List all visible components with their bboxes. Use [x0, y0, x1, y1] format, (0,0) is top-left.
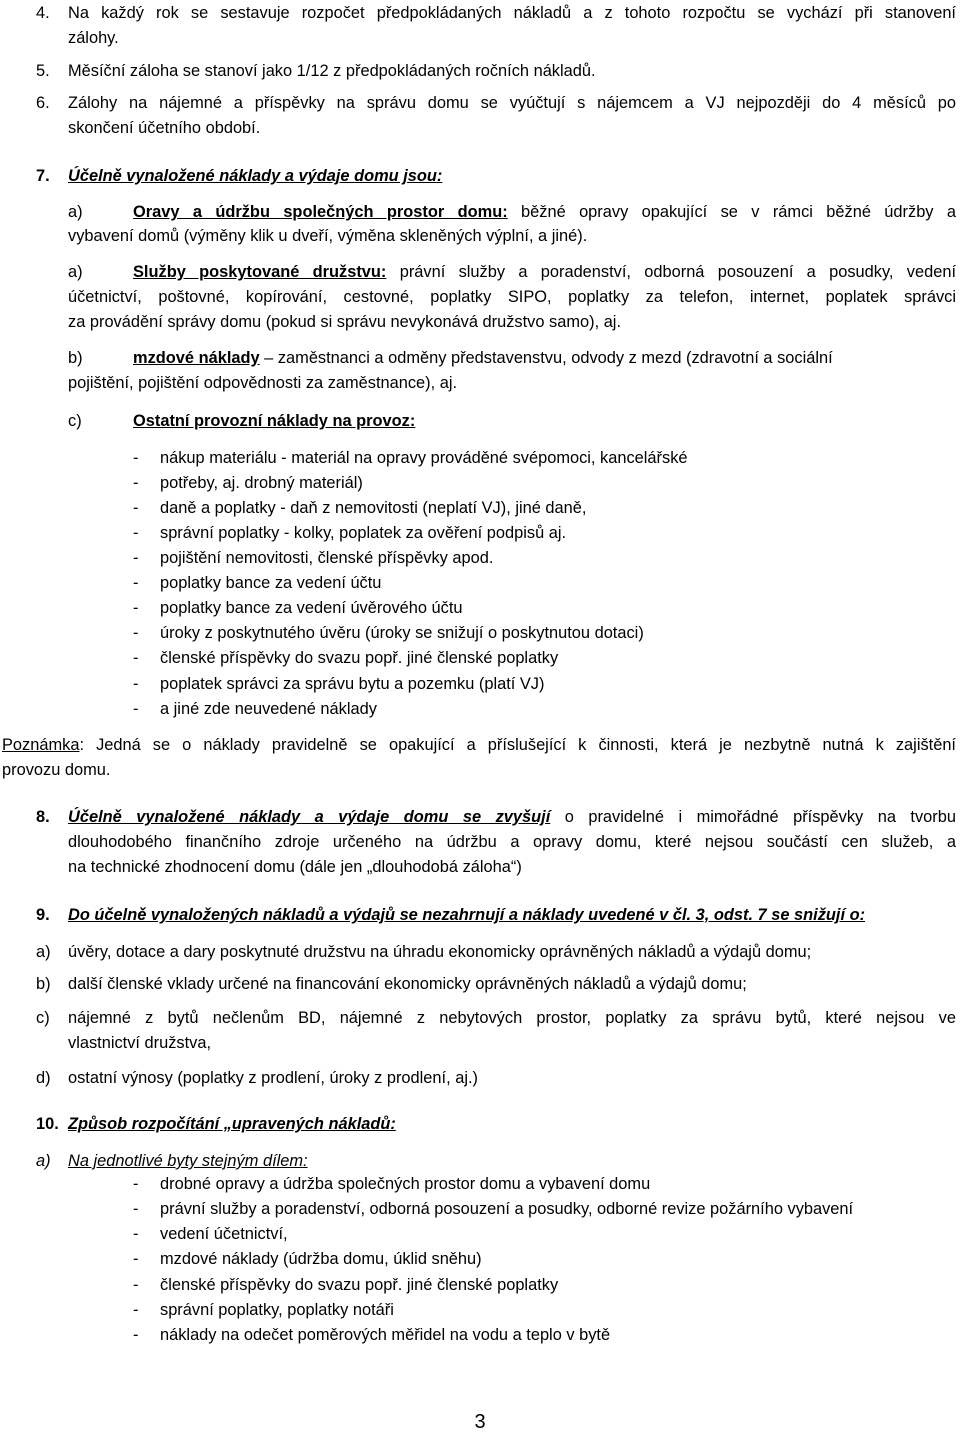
- list-item: právní služby a poradenství, odborná posouzení a posudky, odborné revize požárního vybavení: [160, 1200, 854, 1218]
- section-heading: Do účelně vynaložených nákladů a výdajů se nezahrnují a náklady uvedené v čl. 3, odst. 7 se snižují o:: [68, 906, 866, 924]
- note-text: : Jedná se o náklady pravidelně se opakující a příslušející k činnosti, která je nezbytně nutná k zajištění: [79, 736, 956, 754]
- subsection-title: mzdové náklady: [133, 349, 260, 367]
- list-letter: b): [68, 349, 83, 367]
- item-number: 10.: [36, 1115, 59, 1133]
- list-item: členské příspěvky do svazu popř. jiné členské poplatky: [160, 1276, 559, 1294]
- list-letter: d): [36, 1069, 51, 1087]
- section-heading: Účelně vynaložené náklady a výdaje domu jsou:: [68, 167, 443, 185]
- paragraph-line: úvěry, dotace a dary poskytnuté družstvu na úhradu ekonomicky oprávněných nákladů a výdajů domu;: [68, 943, 812, 961]
- paragraph-line: vlastnictví družstva,: [68, 1034, 212, 1052]
- list-item: vedení účetnictví,: [160, 1225, 288, 1243]
- list-item: a jiné zde neuvedené náklady: [160, 700, 377, 718]
- list-letter: a): [68, 203, 83, 221]
- note-line: [2, 734, 956, 756]
- list-item: úroky z poskytnutého úvěru (úroky se snižují o poskytnutou dotaci): [160, 624, 644, 642]
- paragraph-line: Zálohy na nájemné a příspěvky na správu domu se vyúčtují s nájemcem a VJ nejpozději do 4 měsíců po: [68, 94, 956, 112]
- list-item: pojištění nemovitosti, členské příspěvky apod.: [160, 549, 494, 567]
- paragraph-line: další členské vklady určené na financování ekonomicky oprávněných nákladů a výdajů domu;: [68, 975, 747, 993]
- paragraph-line: nájemné z bytů nečlenům BD, nájemné z nebytových prostor, poplatky za správu bytů, které nejsou ve: [68, 1009, 956, 1027]
- list-letter: a): [68, 263, 83, 281]
- list-item: daně a poplatky - daň z nemovitosti (neplatí VJ), jiné daně,: [160, 499, 587, 517]
- item-number: 4.: [36, 4, 50, 22]
- subsection-title: Služby poskytované družstvu:: [133, 263, 387, 281]
- paragraph-line: [133, 261, 956, 283]
- list-item: poplatek správci za správu bytu a pozemku (platí VJ): [160, 675, 545, 693]
- list-item: správní poplatky - kolky, poplatek za ověření podpisů aj.: [160, 524, 567, 542]
- paragraph-line: za provádění správy domu (pokud si správu nevykonává družstvo samo), aj.: [68, 313, 621, 331]
- paragraph-text: běžné opravy opakující se v rámci běžné údržby a: [507, 203, 956, 221]
- list-item: mzdové náklady (údržba domu, úklid sněhu): [160, 1250, 482, 1268]
- paragraph-text: právní služby a poradenství, odborná posouzení a posudky, vedení: [386, 263, 957, 281]
- paragraph-line: [68, 806, 956, 828]
- item-number: 8.: [36, 808, 50, 826]
- paragraph-line: ostatní výnosy (poplatky z prodlení, úroky z prodlení, aj.): [68, 1069, 478, 1087]
- note-line: provozu domu.: [2, 761, 111, 779]
- paragraph-line: účetnictví, poštovné, kopírování, cestovné, poplatky SIPO, poplatky za telefon, internet, poplatek správci: [68, 288, 956, 306]
- subsection-title: Ostatní provozní náklady na provoz:: [133, 412, 416, 430]
- paragraph-line: Měsíční záloha se stanoví jako 1/12 z předpokládaných ročních nákladů.: [68, 62, 596, 80]
- list-item: poplatky bance za vedení úvěrového účtu: [160, 599, 463, 617]
- subsection-title: Na jednotlivé byty stejným dílem:: [68, 1152, 308, 1170]
- section-heading: Účelně vynaložené náklady a výdaje domu se zvyšují: [68, 808, 551, 826]
- list-item: správní poplatky, poplatky notáři: [160, 1301, 394, 1319]
- page-number: 3: [474, 1411, 486, 1433]
- item-number: 6.: [36, 94, 50, 112]
- paragraph-text: – zaměstnanci a odměny představenstvu, odvody z mezd (zdravotní a sociální: [259, 349, 833, 367]
- paragraph-line: vybavení domů (výměny klik u dveří, výměna skleněných výplní, a jiné).: [68, 227, 588, 245]
- paragraph-line: na technické zhodnocení domu (dále jen „dlouhodobá záloha“): [68, 858, 522, 876]
- list-letter: c): [68, 412, 82, 430]
- list-item: drobné opravy a údržba společných prostor domu a vybavení domu: [160, 1175, 651, 1193]
- item-number: 7.: [36, 167, 50, 185]
- list-item: členské příspěvky do svazu popř. jiné členské poplatky: [160, 649, 559, 667]
- section-heading: Způsob rozpočítání „upravených nákladů:: [68, 1115, 396, 1133]
- list-letter: b): [36, 975, 51, 993]
- paragraph-text: o pravidelné i mimořádné příspěvky na tvorbu: [550, 808, 956, 826]
- list-item: náklady na odečet poměrových měřidel na vodu a teplo v bytě: [160, 1326, 611, 1344]
- list-item: potřeby, aj. drobný materiál): [160, 474, 363, 492]
- list-letter: a): [36, 1152, 51, 1170]
- paragraph-line: skončení účetního období.: [68, 119, 261, 137]
- paragraph-line: zálohy.: [68, 29, 119, 47]
- paragraph-line: pojištění, pojištění odpovědnosti za zaměstnance), aj.: [68, 374, 458, 392]
- paragraph-line: Na každý rok se sestavuje rozpočet předpokládaných nákladů a z tohoto rozpočtu se vychází při stanovení: [68, 4, 956, 22]
- paragraph-line: [133, 201, 956, 223]
- item-number: 9.: [36, 906, 50, 924]
- list-item: poplatky bance za vedení účtu: [160, 574, 382, 592]
- paragraph-line: dlouhodobého finančního zdroje určeného na údržbu a opravy domu, které nejsou součástí cen služeb, a: [68, 833, 956, 851]
- list-letter: a): [36, 943, 51, 961]
- list-item: nákup materiálu - materiál na opravy prováděné svépomoci, kancelářské: [160, 449, 688, 467]
- note-label: Poznámka: [2, 736, 80, 754]
- list-letter: c): [36, 1009, 50, 1027]
- item-number: 5.: [36, 62, 50, 80]
- document-page: 4. Na každý rok se sestavuje rozpočet předpokládaných nákladů a z tohoto rozpočtu se vychází při stanovení zálohy. 5. Měsíční záloha se stanoví jako 1/12 z předpokládaných ročních nákladů. 6. Zálohy na nájemné a příspěvky na správu domu se vyúčtují s nájemcem a VJ nejpozději do 4 měsíců po skončení účetního období. 7. Účelně vynaložené náklady a výdaje domu jsou: a) Oravy a údržbu společných prostor domu: běžné opravy opakující se v rámci běžné údržby a vybavení domů (výměny klik u dveří, výměna skleněných výplní, a jiné). a) Služby poskytované družstvu: právní služby a poradenství, odborná posouzení a posudky, vedení účetnictví, poštovné, kopírování, cestovné, poplatky SIPO, poplatky za telefon, internet, poplatek správci za provádění správy domu (pokud si správu nevykonává družstvo samo), aj. b) mzdové náklady – zaměstnanci a odměny představenstvu, odvody z mezd (zdravotní a sociální pojištění, pojištění odpovědnosti za zaměstnance), aj. c) Ostatní provozní náklady na provoz: - nákup materiálu - materiál na opravy prováděné svépomoci, kancelářské - potřeby, aj. drobný materiál) - daně a poplatky - daň z nemovitosti (neplatí VJ), jiné daně, - správní poplatky - kolky, poplatek za ověření podpisů aj. - pojištění nemovitosti, členské příspěvky apod. - poplatky bance za vedení účtu - poplatky bance za vedení úvěrového účtu - úroky z poskytnutého úvěru (úroky se snižují o poskytnutou dotaci) - členské příspěvky do svazu popř. jiné členské poplatky - poplatek správci za správu bytu a pozemku (platí VJ) - a jiné zde neuvedené náklady Poznámka: Jedná se o náklady pravidelně se opakující a příslušející k činnosti, která je nezbytně nutná k zajištění provozu domu. 8. Účelně vynaložené náklady a výdaje domu se zvyšují o pravidelné i mimořádné příspěvky na tvorbu dlouhodobého finančního zdroje určeného na údržbu a opravy domu, které nejsou součástí cen služeb, a na technické zhodnocení domu (dále jen „dlouhodobá záloha“) 9. Do účelně vynaložených nákladů a výdajů se nezahrnují a náklady uvedené v čl. 3, odst. 7 se snižují o: a) úvěry, dotace a dary poskytnuté družstvu na úhradu ekonomicky oprávněných nákladů a výdajů domu; b) další členské vklady určené na financování ekonomicky oprávněných nákladů a výdajů domu; c) nájemné z bytů nečlenům BD, nájemné z nebytových prostor, poplatky za správu bytů, které nejsou ve vlastnictví družstva, d) ostatní výnosy (poplatky z prodlení, úroky z prodlení, aj.) 10. Způsob rozpočítání „upravených nákladů: a) Na jednotlivé byty stejným dílem: - drobné opravy a údržba společných prostor domu a vybavení domu - právní služby a poradenství, odborná posouzení a posudky, odborné revize požárního vybavení - vedení účetnictví, - mzdové náklady (údržba domu, úklid sněhu) - členské příspěvky do svazu popř. jiné členské poplatky - správní poplatky, poplatky notáři - náklady na odečet poměrových měřidel na vodu a teplo v bytě 3: [0, 0, 960, 1435]
- subsection-title: Oravy a údržbu společných prostor domu:: [133, 203, 508, 221]
- paragraph-line: [133, 347, 833, 369]
